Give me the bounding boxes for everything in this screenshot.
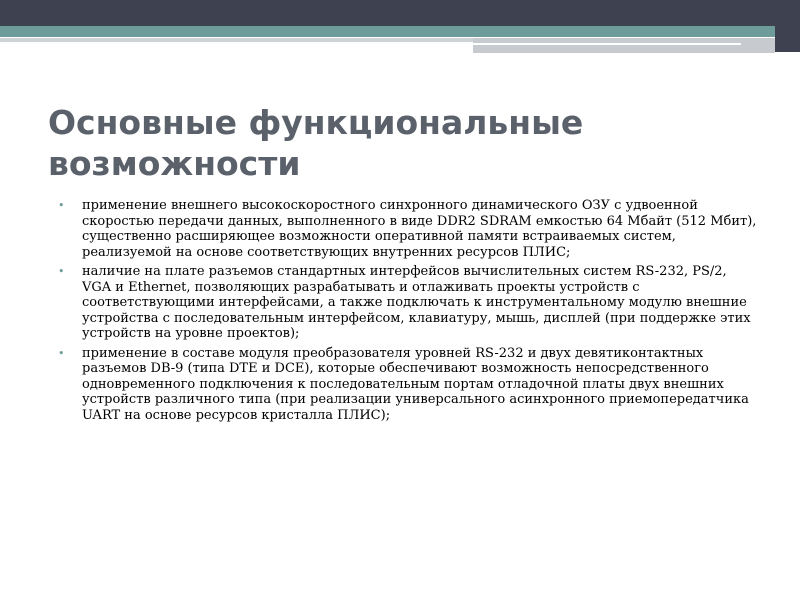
header-dark-band (0, 0, 800, 26)
header-teal-band (0, 26, 775, 37)
bullet-item (58, 198, 758, 260)
bullet-item (58, 346, 758, 424)
slide-title: Основные функциональные возможности (48, 103, 584, 184)
bullet-dot-icon: • (58, 346, 65, 360)
header-gray-stripe-right (473, 38, 775, 53)
header-gray-stripe-left (0, 38, 473, 42)
bullet-item (58, 264, 758, 342)
header-white-line (473, 43, 741, 45)
bullet-text: применение в составе модуля преобразователя уровней RS-232 и двух девятиконтактных разъемов DB-9 (типа DTE и DCE), которые обеспечивают возможность непосредственного одновременного подключения к последовательным портам отладочной платы двух внешних устройств различного типа (при реализации универсального асинхронного приемопередатчика UART на основе ресурсов кристалла ПЛИС); (82, 345, 749, 423)
bullet-text: наличие на плате разъемов стандартных интерфейсов вычислительных систем RS-232, PS/2, VGA и Ethernet, позволяющих разрабатывать и отлаживать проекты устройств с соответствующими интерфейсами, а также подключать к инструментальному модулю внешние устройства с последовательным интерфейсом, клавиатуру, мышь, дисплей (при поддержке этих устройств на уровне проектов); (82, 264, 751, 341)
bullet-dot-icon: • (58, 265, 65, 278)
bullet-text: применение внешнего высокоскоростного синхронного динамического ОЗУ с удвоенной скоростью передачи данных, выполненного в виде DDR2 SDRAM емкостью 64 Мбайт (512 Мбит), существенно расширяющее возможности оперативной памяти встраиваемых систем, реализуемой на основе соответствующих внутренних ресурсов ПЛИС; (82, 198, 757, 260)
bullet-dot-icon: • (58, 199, 65, 212)
header-corner-block (775, 0, 800, 52)
bullet-list (58, 198, 758, 427)
